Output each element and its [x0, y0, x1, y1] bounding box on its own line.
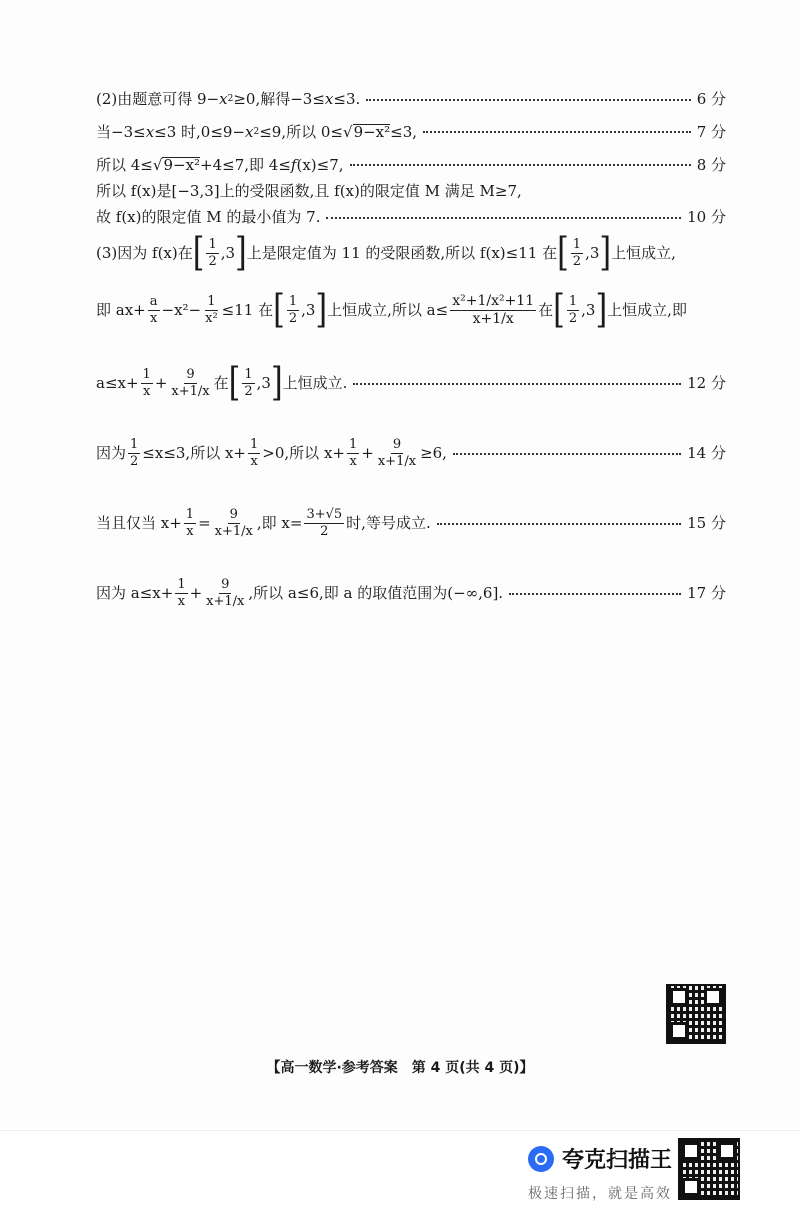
text: ,所以 a≤6,即 a 的取值范围为(−∞,6]. [248, 584, 504, 603]
solution-line-9 [96, 438, 726, 470]
fraction: $\frac{3+√5}{2}$ [306, 507, 343, 540]
fraction: $\frac{1}{2}$ [244, 367, 253, 400]
scanner-logo-icon [528, 1146, 554, 1172]
text: + [154, 374, 168, 393]
brand-name: 夸克扫描王 [562, 1148, 673, 1173]
score-label: 6 分 [696, 90, 726, 108]
solution-line-10 [96, 508, 726, 540]
text: 因为 a≤x+ [96, 584, 174, 603]
fraction: $\frac{1}{2}$ [130, 437, 139, 470]
fraction: $\frac{9}{x+1/x}$ [377, 437, 417, 470]
text: x [219, 90, 228, 108]
fraction: $\frac{1}{\text{x²}}$ [205, 294, 218, 327]
leader-dots [350, 164, 691, 166]
text: 所以 4≤ [96, 155, 153, 174]
text: (2)由题意可得 9− [96, 90, 220, 108]
text: (x)≤7, [296, 155, 344, 174]
leader-dots [353, 383, 681, 385]
leader-dots [326, 217, 681, 219]
text: 上恒成立, [611, 244, 676, 263]
leader-dots [453, 453, 681, 455]
fraction: $\frac{9}{x+1/x}$ [214, 507, 253, 540]
solution-line-2: 当−3≤ x ≤3 时,0≤9− x 2 ≤9,所以 0≤ √ 9−x² ≤3, 7 分 [96, 122, 726, 141]
qr-code-icon [666, 984, 726, 1044]
fraction: $\frac{1}{2}$ [208, 237, 217, 270]
leader-dots [366, 99, 690, 101]
text: +4≤7,即 4≤ [200, 155, 291, 174]
text: 所以 f(x)是[−3,3]上的受限函数,且 f(x)的限定值 M 满足 M≥7, [96, 182, 522, 200]
text: 当且仅当 x+ [96, 514, 182, 533]
fraction: $\frac{9}{x+1/x}$ [206, 577, 245, 610]
text: 上恒成立,即 [607, 301, 687, 320]
solution-line-7: 即 ax+ $\frac{a}{x}$ −x²− $\frac{1}{\text{x²}}$ ≤11 在 [ $\frac{1}{2}$ ,3 ] 上恒成立,所以 a≤ $\frac{\text{x²+1/x²+11}}{x+1/x}$ 在 [ $\frac{1}{2}$ ,3 ] 上恒成立,即 [96, 287, 687, 333]
fraction: $\frac{1}{x}$ [142, 367, 151, 400]
text: = [198, 514, 211, 533]
score-label: 12 分 [687, 374, 726, 393]
text: ,3 [220, 244, 236, 263]
score-label: 10 分 [687, 208, 726, 226]
text: 故 f(x)的限定值 M 的最小值为 7. [96, 208, 321, 226]
solution-line-6: (3)因为 f(x)在 [ $\frac{1}{2}$ ,3 ] 上是限定值为 11 的受限函数,所以 f(x)≤11 在 [ $\frac{1}{2}$ ,3 ] 上恒成立, [96, 230, 676, 276]
scanner-brand [528, 1143, 672, 1174]
solution-line-8: a≤x+ $\frac{1}{x}$ + $\frac{9}{x+1/x}$ 在 [ $\frac{1}{2}$ ,3 ] 上恒成立. 12 分 [96, 360, 726, 406]
sqrt-expression: 9−x² [353, 123, 391, 141]
solution-line-4 [96, 184, 726, 199]
fraction: $\frac{1}{x}$ [250, 437, 259, 470]
text: 当−3≤ [96, 122, 146, 141]
score-label: 7 分 [696, 122, 726, 141]
text: ,3 [301, 301, 316, 320]
text: x [245, 122, 254, 141]
text: f [290, 155, 297, 174]
sqrt-expression: 9−x² [163, 156, 201, 174]
text: ,3 [581, 301, 596, 320]
text: ≤3, [390, 122, 418, 141]
fraction: $\frac{1}{x}$ [348, 437, 358, 470]
leader-dots [509, 593, 681, 595]
text: 上恒成立. [282, 374, 348, 393]
text: 上恒成立,所以 a≤ [327, 301, 449, 320]
solution-line-5 [96, 210, 726, 225]
score-label: 17 分 [687, 584, 726, 603]
text: + [361, 444, 374, 463]
text: ≤3 时,0≤9− [154, 122, 246, 141]
text: 因为 [96, 444, 127, 463]
solution-line-1: (2)由题意可得 9− x 2 ≥0,解得−3≤ x ≤3. 6 分 [96, 90, 726, 108]
fraction: $\frac{1}{x}$ [185, 507, 195, 540]
text: 在 [213, 374, 229, 393]
text: a≤x+ [96, 374, 139, 393]
text: x [324, 90, 334, 108]
fraction: $\frac{1}{x}$ [177, 577, 186, 610]
text: 在 [538, 301, 554, 320]
text: >0,所以 x+ [262, 444, 345, 463]
text: x [145, 122, 155, 141]
brand-qr-code-icon [678, 1138, 740, 1200]
text: 即 ax+ [96, 301, 146, 320]
fraction: $\frac{1}{2}$ [568, 294, 578, 327]
leader-dots [437, 523, 681, 525]
text: ≤3. [333, 90, 361, 108]
big-fraction: $\frac{\text{x²+1/x²+11}}{x+1/x}$ [452, 293, 535, 328]
text: ,3 [256, 374, 271, 393]
text: ≤9,所以 0≤ [259, 122, 343, 141]
brand-slogan: 极速扫描，就是高效 [528, 1186, 672, 1202]
fraction: $\frac{9}{x+1/x}$ [171, 367, 210, 400]
text: −x²− [161, 301, 202, 320]
score-label: 15 分 [687, 514, 726, 533]
text: 时,等号成立. [346, 514, 431, 533]
leader-dots [423, 131, 691, 133]
text: 上是限定值为 11 的受限函数,所以 f(x)≤11 在 [246, 244, 558, 263]
text: ,即 x= [256, 514, 303, 533]
score-label: 14 分 [687, 444, 726, 463]
text: + [189, 584, 203, 603]
solution-line-3: 所以 4≤ √ 9−x² +4≤7,即 4≤ f (x)≤7, 8 分 [96, 155, 726, 174]
fraction: $\frac{1}{2}$ [288, 294, 298, 327]
text: ≥6, [420, 444, 447, 463]
solution-line-11 [96, 578, 726, 610]
text: ≥0,解得−3≤ [233, 90, 325, 108]
fraction: $\frac{1}{2}$ [572, 237, 582, 270]
page-footer: 【高一数学·参考答案 第 4 页(共 4 页)】 [266, 1060, 534, 1076]
score-label: 8 分 [696, 155, 726, 174]
text: ,3 [585, 244, 600, 263]
text: ≤x≤3,所以 x+ [142, 444, 247, 463]
fraction: $\frac{a}{x}$ [149, 294, 158, 327]
text: ≤11 在 [221, 301, 274, 320]
text: (3)因为 f(x)在 [96, 244, 193, 263]
